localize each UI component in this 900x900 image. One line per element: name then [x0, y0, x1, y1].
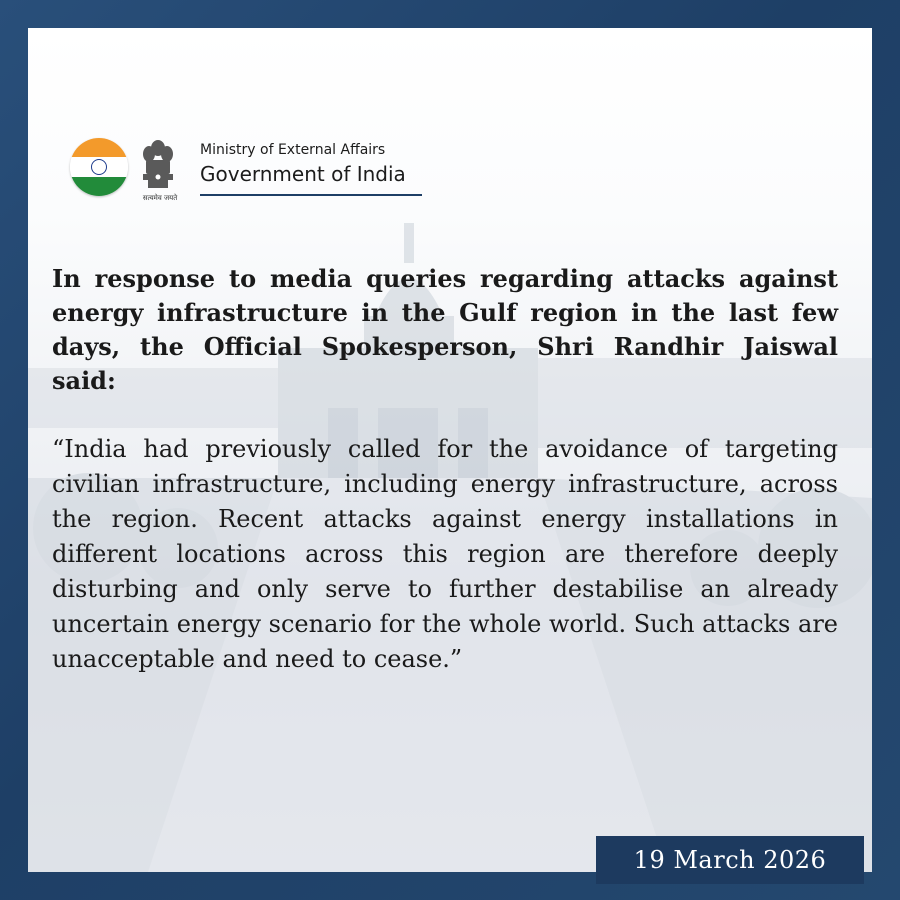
- statement-body: [52, 262, 838, 677]
- header-underline: [200, 194, 422, 196]
- date-badge: 19 March 2026: [596, 836, 864, 884]
- ministry-name: Ministry of External Affairs: [200, 142, 386, 158]
- india-flag-icon: [70, 138, 128, 196]
- content-panel: [28, 28, 872, 872]
- state-emblem-icon: [140, 138, 176, 192]
- ministry-header: [70, 138, 430, 234]
- statement-quote: “India had previously called for the avoidance of targeting civilian infrastructure, including energy infrastructure, across the region. Recent attacks against energy installations in different locations across this region are therefore deeply disturbing and only serve to further destabilise an already uncertain energy scenario for the whole world. Such attacks are unacceptable and need to cease.”: [52, 435, 838, 673]
- government-name: Government of India: [200, 162, 406, 186]
- emblem-motto: सत्यमेव जयते: [142, 194, 178, 202]
- statement-lead: In response to media queries regarding attacks against energy infrastructure in the Gulf region in the last few days, the Official Spokesperson, Shri Randhir Jaiswal said:: [52, 264, 838, 395]
